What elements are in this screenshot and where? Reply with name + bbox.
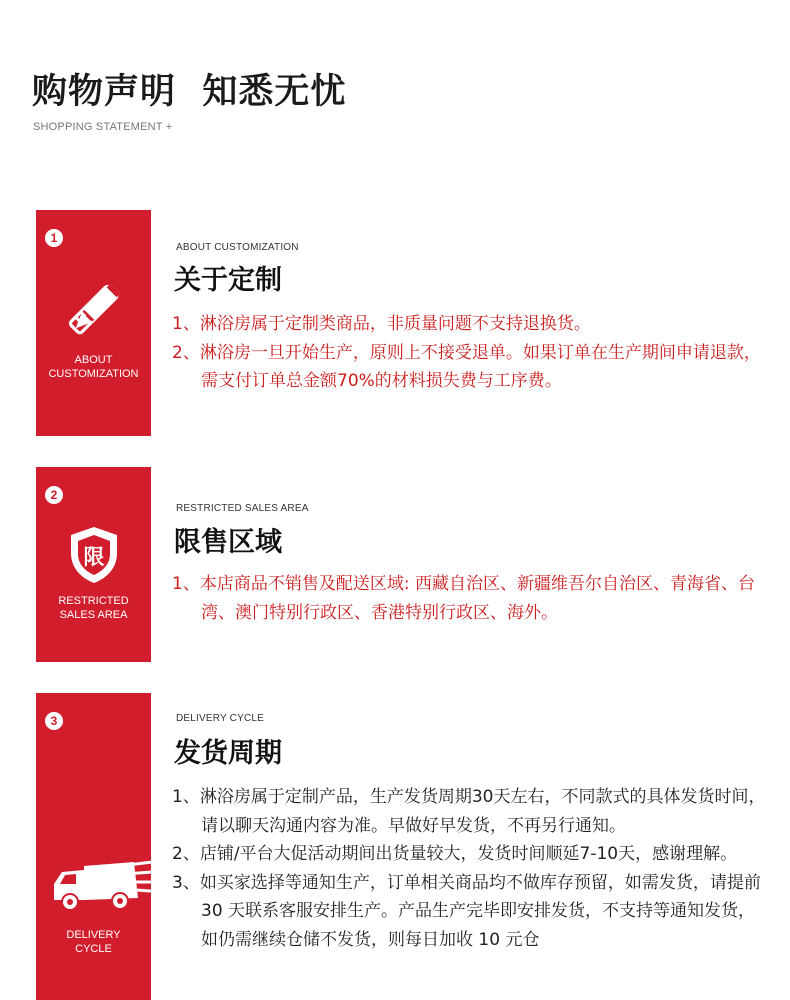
number-badge: 1 <box>45 229 63 247</box>
section-en-label: ABOUT CUSTOMIZATION <box>176 242 299 253</box>
section-title: 限售区域 <box>174 527 282 558</box>
list-item: 1、本店商品不销售及配送区域: 西藏自治区、新疆维吾尔自治区、青海省、台湾、澳门特别行政区、香港特别行政区、海外。 <box>172 574 755 623</box>
section-title: 发货周期 <box>174 738 282 769</box>
list-item: 2、店铺/平台大促活动期间出货量较大，发货时间顺延7-10天，感谢理解。 <box>172 844 738 864</box>
delivery-item-list <box>172 783 772 954</box>
pencil-ruler-icon <box>36 274 151 350</box>
section-en-label: RESTRICTED SALES AREA <box>176 503 309 514</box>
restricted-item-list <box>172 570 772 627</box>
page-subtitle: SHOPPING STATEMENT + <box>33 121 173 133</box>
customization-panel <box>36 210 151 436</box>
section-en-label: DELIVERY CYCLE <box>176 713 265 724</box>
list-item: 1、淋浴房属于定制类商品，非质量问题不支持退换货。 <box>172 314 591 334</box>
customization-item-list <box>172 310 772 396</box>
list-item: 1、淋浴房属于定制产品，生产发货周期30天左右，不同款式的具体发货时间，请以聊天沟通内容为准。早做好早发货，不再另行通知。 <box>172 787 766 836</box>
list-item: 3、如买家选择等通知生产，订单相关商品均不做库存预留，如需发货，请提前 30 天联系客服安排生产。产品生产完毕即安排发货，不支持等通知发货，如仍需继续仓储不发货，则每日加收 10 元仓 <box>172 872 761 950</box>
delivery-panel <box>36 693 151 1000</box>
list-item: 2、淋浴房一旦开始生产，原则上不接受退单。如果订单在生产期间申请退款，需支付订单总金额70%的材料损失费与工序费。 <box>172 342 761 391</box>
restricted-panel <box>36 467 151 662</box>
page-title: 购物声明 知悉无忧 <box>32 72 347 112</box>
svg-text:限: 限 <box>83 545 104 569</box>
shield-restricted-icon <box>36 523 151 591</box>
number-badge: 3 <box>45 712 63 730</box>
restricted-panel-label: RESTRICTED SALES AREA <box>58 595 129 621</box>
section-title: 关于定制 <box>174 265 282 296</box>
delivery-panel-label: DELIVERY CYCLE <box>66 929 121 955</box>
customization-panel-label: ABOUT CUSTOMIZATION <box>48 354 139 380</box>
number-badge: 2 <box>45 486 63 504</box>
delivery-truck-icon <box>44 858 159 918</box>
